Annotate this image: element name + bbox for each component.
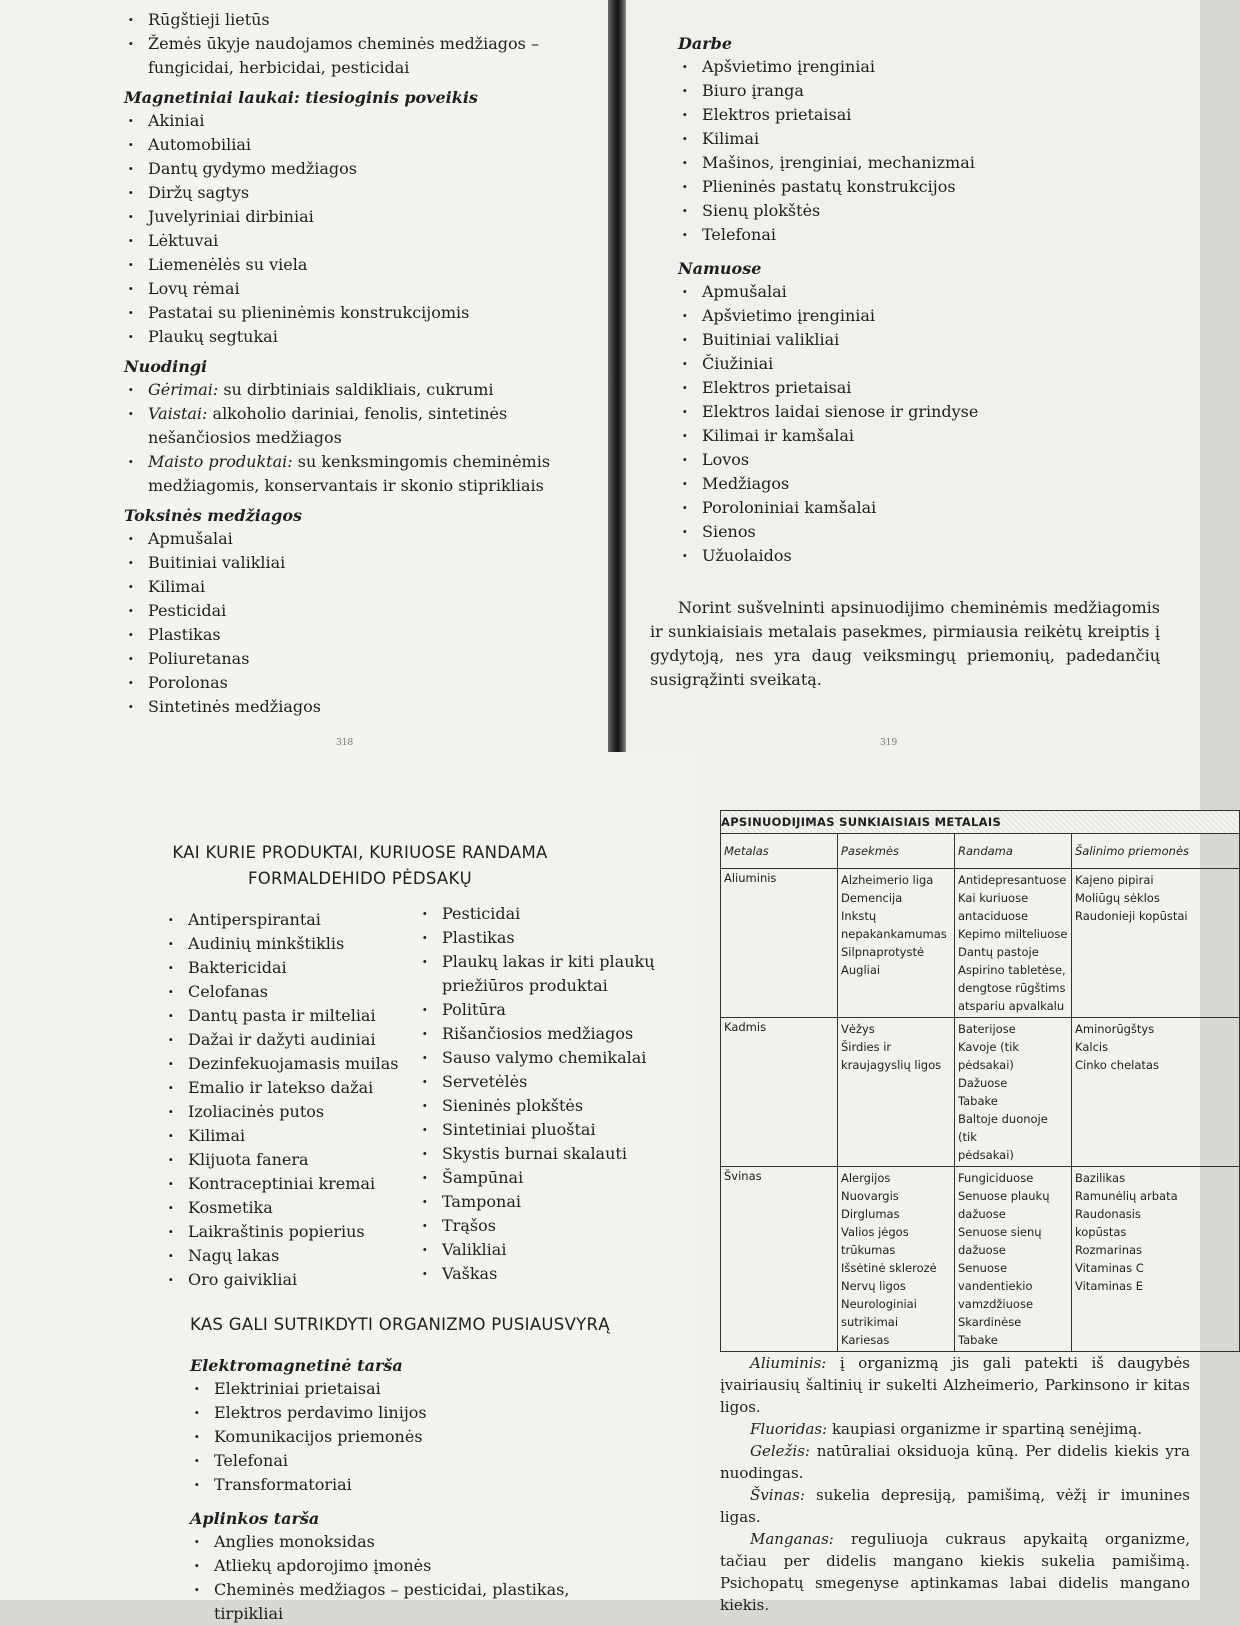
item-text: su kenksmingomis cheminėmis medžiagomis, konservantais ir skonio stiprikliais: [148, 452, 551, 495]
list-item: · Celofanas: [164, 980, 414, 1004]
cell-line: Kai kuriuose: [958, 891, 1029, 905]
column-header: Randama: [955, 834, 1072, 869]
cell-line: Aminorūgštys: [1075, 1022, 1155, 1036]
list-item: · Dantų pasta ir milteliai: [164, 1004, 414, 1028]
list-item: · Užuolaidos: [678, 544, 1178, 568]
list-item: · Audinių minkštiklis: [164, 932, 414, 956]
cell-line: Silpnaprotystė: [841, 945, 925, 959]
list-item: · Plastikas: [418, 926, 658, 950]
cell-line: Augliai: [841, 963, 881, 977]
heading-formaldehyde: [160, 840, 560, 892]
cell-line: Kavoje (tik pėdsakai): [958, 1040, 1020, 1072]
list-item: · Elektros perdavimo linijos: [190, 1401, 630, 1425]
item-label: Vaistai:: [148, 404, 208, 423]
cell-line: Neurologiniai: [841, 1297, 917, 1311]
cell-line: Vitaminas E: [1075, 1279, 1144, 1293]
list-item: · Trąšos: [418, 1214, 658, 1238]
section-title-home: Namuose: [678, 259, 762, 278]
section-title-electromagnetic: Elektromagnetinė tarša: [190, 1356, 403, 1375]
cell-line: Kepimo milteliuose: [958, 927, 1068, 941]
heading-line: FORMALDEHIDO PĖDSAKŲ: [247, 869, 473, 888]
list-item: · Akiniai: [124, 109, 594, 133]
cell-line: Rozmarinas: [1075, 1243, 1143, 1257]
table-header-row: [721, 834, 1240, 869]
list-item: · Izoliacinės putos: [164, 1100, 414, 1124]
list-item: · Kontraceptiniai kremai: [164, 1172, 414, 1196]
list-item: · Sintetiniai pluoštai: [418, 1118, 658, 1142]
cell-line: Fungiciduose: [958, 1171, 1034, 1185]
cell-effects: [838, 1018, 955, 1167]
cell-line: dažuose: [958, 1207, 1006, 1221]
list-item: · Klijuota fanera: [164, 1148, 414, 1172]
cell-line: dažuose: [958, 1243, 1006, 1257]
heavy-metals-table: [720, 810, 1240, 1352]
item-text: alkoholio dariniai, fenolis, sintetinės nešančiosios medžiagos: [148, 404, 508, 447]
list-item: · Sauso valymo chemikalai: [418, 1046, 658, 1070]
cell-line: atspariu apvalkalu: [958, 999, 1065, 1013]
list-item: · Apšvietimo įrenginiai: [678, 304, 1178, 328]
paragraph-term: Aliuminis:: [750, 1354, 827, 1372]
cell-line: sutrikimai: [841, 1315, 899, 1329]
cell-line: Baltoje duonoje (tik: [958, 1112, 1048, 1144]
cell-line: Vėžys: [841, 1022, 875, 1036]
list-poisonous: [124, 378, 594, 498]
list-item: · Lėktuvai: [124, 229, 594, 253]
cell-line: Inkstų: [841, 909, 877, 923]
cell-found: [955, 869, 1072, 1018]
list-item: · Poliuretanas: [124, 647, 594, 671]
list-item: · Mašinos, įrenginiai, mechanizmai: [678, 151, 1178, 175]
list-item: · Nagų lakas: [164, 1244, 414, 1268]
cell-line: vandentiekio: [958, 1279, 1033, 1293]
list-item: · Plieninės pastatų konstrukcijos: [678, 175, 1178, 199]
cell-line: Skardinėse: [958, 1315, 1022, 1329]
cell-line: Bazilikas: [1075, 1171, 1126, 1185]
list-environment: [190, 1530, 630, 1626]
list-item: · Rūgštieji lietūs: [124, 8, 594, 32]
list-item: · Pesticidai: [418, 902, 658, 926]
list-item: · Plaukų lakas ir kiti plaukų priežiūros produktai: [418, 950, 658, 998]
cell-line: Aspirino tabletėse,: [958, 963, 1066, 977]
list-item: · Sienų plokštės: [678, 199, 1178, 223]
section-title-work: Darbe: [678, 34, 733, 53]
list-item: · Dantų gydymo medžiagos: [124, 157, 594, 181]
list-item: · Elektros prietaisai: [678, 376, 1178, 400]
cell-found: [955, 1018, 1072, 1167]
item-label: Gėrimai:: [148, 380, 219, 399]
list-item: · Skystis burnai skalauti: [418, 1142, 658, 1166]
bottom-left-sections: [190, 1348, 630, 1626]
paragraph-text: sukelia depresiją, pamišimą, vėžį ir imunines ligas.: [720, 1486, 1190, 1526]
section-title-toxic-substances: Toksinės medžiagos: [124, 506, 302, 525]
list-item: [124, 378, 594, 402]
list-item: · Emalio ir latekso dažai: [164, 1076, 414, 1100]
cell-remedies: [1072, 1167, 1240, 1352]
column-header: Pasekmės: [838, 834, 955, 869]
list-item: · Buitiniai valikliai: [124, 551, 594, 575]
list-item: · Kilimai ir kamšalai: [678, 424, 1178, 448]
formaldehyde-list-col1: [164, 908, 414, 1292]
item-text: su dirbtiniais saldikliais, cukrumi: [218, 380, 494, 399]
list-item: · Sieninės plokštės: [418, 1094, 658, 1118]
cell-line: Valios jėgos: [841, 1225, 909, 1239]
list-item: · Dezinfekuojamasis muilas: [164, 1052, 414, 1076]
cell-line: Dantų pastoje: [958, 945, 1039, 959]
paragraph: [720, 1528, 1190, 1616]
page-number: 318: [336, 738, 354, 748]
metals-paragraphs: [720, 1352, 1190, 1616]
list-item: [124, 402, 594, 450]
paragraph: [720, 1352, 1190, 1418]
formaldehyde-list-col2: [418, 902, 658, 1286]
cell-line: Senuose plaukų: [958, 1189, 1050, 1203]
section-title-magnetic: Magnetiniai laukai: tiesioginis poveikis: [124, 88, 478, 107]
list-item: · Transformatoriai: [190, 1473, 630, 1497]
list-item: · Valikliai: [418, 1238, 658, 1262]
list-item: · Lovų rėmai: [124, 277, 594, 301]
cell-line: Demencija: [841, 891, 903, 905]
list-electromagnetic: [190, 1377, 630, 1497]
list-item: · Apšvietimo įrenginiai: [678, 55, 1178, 79]
list-item: · Telefonai: [678, 223, 1178, 247]
list-item: · Kilimai: [124, 575, 594, 599]
cell-found: [955, 1167, 1072, 1352]
list-item: · Apmušalai: [678, 280, 1178, 304]
list-item: · Telefonai: [190, 1449, 630, 1473]
table-row: [721, 1167, 1240, 1352]
top-left-column: [124, 8, 594, 719]
cell-line: Kalcis: [1075, 1040, 1109, 1054]
paragraph-text: į organizmą jis gali patekti iš daugybės įvairiausių šaltinių ir sukelti Alzheimerio, Parkinsono ir kitas ligos.: [720, 1354, 1190, 1416]
cell-line: kraujagyslių ligos: [841, 1058, 942, 1072]
cell-line: Tabake: [958, 1333, 998, 1347]
table-row: [721, 869, 1240, 1018]
heading-balance: KAS GALI SUTRIKDYTI ORGANIZMO PUSIAUSVYRĄ: [190, 1315, 610, 1334]
list-item: · Elektros laidai sienose ir grindyse: [678, 400, 1178, 424]
list-item: [124, 450, 594, 498]
cell-line: Raudonasis: [1075, 1207, 1141, 1221]
paragraph: [720, 1418, 1190, 1440]
list-item: · Elektros prietaisai: [678, 103, 1178, 127]
table-row: [721, 1018, 1240, 1167]
list-item: · Oro gaivikliai: [164, 1268, 414, 1292]
list-item: · Kilimai: [678, 127, 1178, 151]
list-item: · Poroloniniai kamšalai: [678, 496, 1178, 520]
paragraph-term: Manganas:: [750, 1530, 834, 1548]
cell-line: Širdies ir: [841, 1040, 892, 1054]
cell-line: Nuovargis: [841, 1189, 899, 1203]
list-item: · Biuro įranga: [678, 79, 1178, 103]
cell-line: Antidepresantuose: [958, 873, 1067, 887]
list-item: · Apmušalai: [124, 527, 594, 551]
paragraph-text: natūraliai oksiduoja kūną. Per didelis kiekis yra nuodingas.: [720, 1442, 1190, 1482]
column-header: Metalas: [721, 834, 838, 869]
list-toxic-substances: [124, 527, 594, 719]
cell-line: trūkumas: [841, 1243, 896, 1257]
list-item: · Plastikas: [124, 623, 594, 647]
list-item: · Politūra: [418, 998, 658, 1022]
paragraph-term: Geležis:: [750, 1442, 810, 1460]
paragraph: [720, 1484, 1190, 1528]
list-item: · Sintetinės medžiagos: [124, 695, 594, 719]
cell-line: Raudonieji kopūstai: [1075, 909, 1188, 923]
list-item: · Diržų sagtys: [124, 181, 594, 205]
cell-effects: [838, 1167, 955, 1352]
cell-line: Dirglumas: [841, 1207, 900, 1221]
top-right-column: [678, 26, 1178, 568]
list-item: · Lovos: [678, 448, 1178, 472]
list-item: · Atliekų apdorojimo įmonės: [190, 1554, 630, 1578]
list-item: · Plaukų segtukai: [124, 325, 594, 349]
section-title-poisonous: Nuodingi: [124, 357, 208, 376]
list-item: · Dažai ir dažyti audiniai: [164, 1028, 414, 1052]
list-work: [678, 55, 1178, 247]
list-item: · Žemės ūkyje naudojamos cheminės medžiagos – fungicidai, herbicidai, pesticidai: [124, 32, 594, 80]
item-label: Maisto produktai:: [148, 452, 293, 471]
list-item: · Juvelyriniai dirbiniai: [124, 205, 594, 229]
list-item: · Anglies monoksidas: [190, 1530, 630, 1554]
cell-line: nepakankamumas: [841, 927, 947, 941]
cell-metal: Aliuminis: [721, 869, 838, 1018]
list-item: · Pesticidai: [124, 599, 594, 623]
heading-line: KAI KURIE PRODUKTAI, KURIUOSE RANDAMA: [172, 843, 548, 862]
cell-line: Dažuose: [958, 1076, 1008, 1090]
cell-metal: Kadmis: [721, 1018, 838, 1167]
closing-paragraph: Norint sušvelninti apsinuodijimo cheminėmis medžiagomis ir sunkiaisiais metalais pasekmes, pirmiausia reikėtų kreiptis į gydytoją, nes yra daug veiksmingų priemonių, padedančių susigrąžinti sveikatą.: [650, 598, 1160, 689]
cell-line: Ramunėlių arbata: [1075, 1189, 1178, 1203]
cell-line: Kariesas: [841, 1333, 890, 1347]
cell-remedies: [1072, 1018, 1240, 1167]
list-item: · Liemenėlės su viela: [124, 253, 594, 277]
paragraph-text: reguliuoja cukraus apykaitą organizme, tačiau per didelis mangano kiekis sukelia pamišimą. Psichopatų smegenyse aptinkamas labai didelis mangano kiekis.: [720, 1530, 1190, 1614]
cell-line: Senuose: [958, 1261, 1008, 1275]
list-item: · Servetėlės: [418, 1070, 658, 1094]
cell-line: Alergijos: [841, 1171, 891, 1185]
table-caption: APSINUODIJIMAS SUNKIAISIAIS METALAIS: [721, 811, 1240, 834]
list-item: · Vaškas: [418, 1262, 658, 1286]
list-home: [678, 280, 1178, 568]
cell-line: antaciduose: [958, 909, 1029, 923]
list-item: · Buitiniai valikliai: [678, 328, 1178, 352]
paragraph-text: kaupiasi organizme ir spartiną senėjimą.: [827, 1420, 1143, 1438]
page-number: 319: [880, 738, 898, 748]
cell-line: Išsėtinė sklerozė: [841, 1261, 937, 1275]
list-item: · Pastatai su plieninėmis konstrukcijomis: [124, 301, 594, 325]
list-top: [124, 8, 594, 80]
section-title-environment: Aplinkos tarša: [190, 1509, 320, 1528]
book-spine: [608, 0, 626, 752]
list-item: · Kosmetika: [164, 1196, 414, 1220]
page-bottom-right: [700, 752, 1200, 1614]
cell-line: Moliūgų sėklos: [1075, 891, 1160, 905]
paragraph-term: Fluoridas:: [750, 1420, 828, 1438]
cell-effects: [838, 869, 955, 1018]
list-item: · Kilimai: [164, 1124, 414, 1148]
page-top-right: [626, 0, 1200, 752]
list-item: · Sienos: [678, 520, 1178, 544]
cell-line: Tabake: [958, 1094, 998, 1108]
list-item: · Tamponai: [418, 1190, 658, 1214]
cell-line: vamzdžiuose: [958, 1297, 1034, 1311]
cell-line: pėdsakai): [958, 1148, 1014, 1162]
list-item: · Antiperspirantai: [164, 908, 414, 932]
list-item: · Automobiliai: [124, 133, 594, 157]
cell-line: kopūstas: [1075, 1225, 1127, 1239]
list-magnetic: [124, 109, 594, 349]
list-item: · Baktericidai: [164, 956, 414, 980]
cell-line: Kajeno pipirai: [1075, 873, 1154, 887]
cell-line: Baterijose: [958, 1022, 1016, 1036]
list-item: · Laikraštinis popierius: [164, 1220, 414, 1244]
list-item: · Medžiagos: [678, 472, 1178, 496]
cell-line: Nervų ligos: [841, 1279, 906, 1293]
list-item: · Rišančiosios medžiagos: [418, 1022, 658, 1046]
page-bottom-left: [0, 752, 700, 1623]
list-item: · Porolonas: [124, 671, 594, 695]
list-item: · Čiužiniai: [678, 352, 1178, 376]
cell-metal: Švinas: [721, 1167, 838, 1352]
cell-line: dengtose rūgštims: [958, 981, 1066, 995]
list-item: · Cheminės medžiagos – pesticidai, plastikas, tirpikliai: [190, 1578, 630, 1626]
cell-line: Alzheimerio liga: [841, 873, 934, 887]
cell-remedies: [1072, 869, 1240, 1018]
page-top-left: [0, 0, 608, 752]
column-header: Šalinimo priemonės: [1072, 834, 1240, 869]
cell-line: Senuose sienų: [958, 1225, 1042, 1239]
list-item: · Elektriniai prietaisai: [190, 1377, 630, 1401]
list-item: · Šampūnai: [418, 1166, 658, 1190]
cell-line: Vitaminas C: [1075, 1261, 1144, 1275]
list-item: · Komunikacijos priemonės: [190, 1425, 630, 1449]
paragraph-term: Švinas:: [750, 1486, 805, 1504]
paragraph: [720, 1440, 1190, 1484]
cell-line: Cinko chelatas: [1075, 1058, 1159, 1072]
